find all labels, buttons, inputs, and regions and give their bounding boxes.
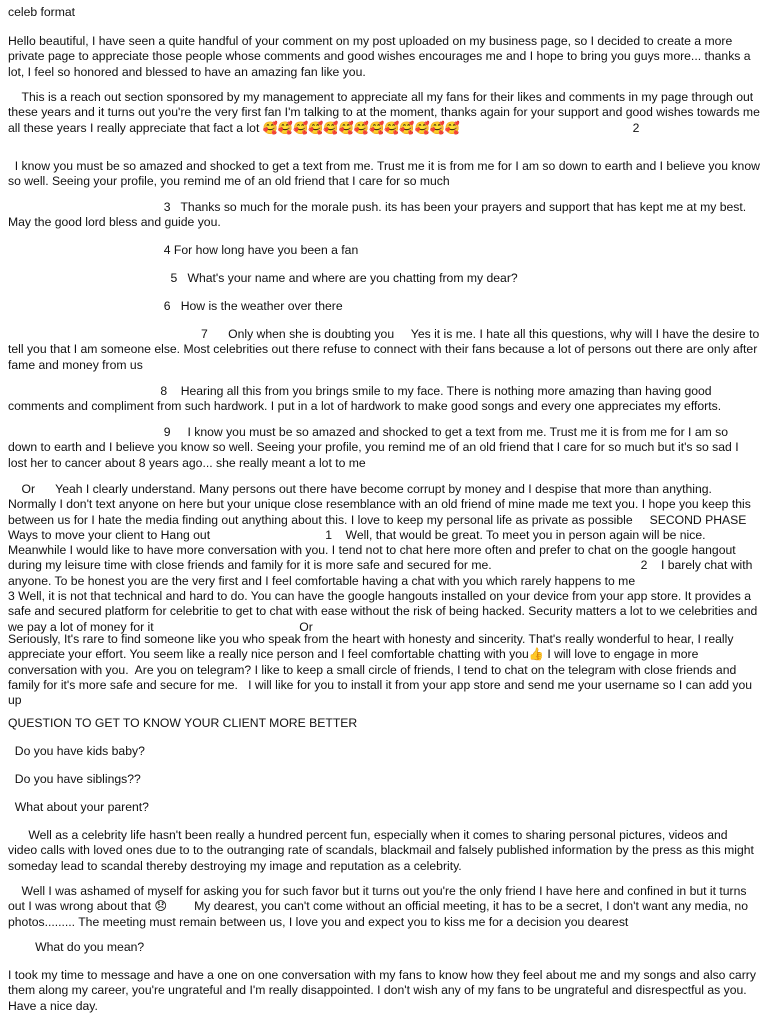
- paragraph-amazed: I know you must be so amazed and shocked to get a text from me. Trust me it is from me for I am so down to earth and I believe you know so well. Seeing your profile, you remind me of an old friend that I care for so much: [8, 159, 764, 189]
- paragraph-5-name: 5 What's your name and where are you chatting from my dear?: [8, 271, 518, 285]
- paragraph-greeting: Hello beautiful, I have seen a quite handful of your comment on my post uploaded on my business page, so I decided to create a more private page to appreciate those people whose comments and good wishes encourages me and I hope to bring you guys more... thanks a lot, I feel so honored and blessed to have an amazing fan like you.: [8, 34, 754, 79]
- paragraph-telegram: Seriously, It's rare to find someone like you who speak from the heart with honesty and sincerity. That's really wonderful to hear, I really appreciate your effort. You seem like a really nice person and I feel comfortable chatting with you👍 I will love to engage in more conversation with you. Are you on telegram? I like to keep a small circle of friends, I tend to chat on the telegram with close friends and family for it's more safe and secure for me. I will like for you to install it from your app store and send me your username so I can add you up: [8, 632, 756, 708]
- question-kids: Do you have kids baby?: [8, 744, 145, 758]
- question-siblings: Do you have siblings??: [8, 772, 141, 786]
- paragraph-8-hearing: 8 Hearing all this from you brings smile to my face. There is nothing more amazing than having good comments and compliment from such hardwork. I put in a lot of hardwork to make good songs and every one appreciates my efforts.: [8, 384, 722, 414]
- question-parent: What about your parent?: [8, 800, 149, 814]
- paragraph-3-thanks: 3 Thanks so much for the morale push. its has been your prayers and support that has kept me at my best. May the good lord bless and guide you.: [8, 200, 750, 230]
- paragraph-4-how-long: 4 For how long have you been a fan: [8, 243, 359, 257]
- paragraph-what-do-you-mean: What do you mean?: [8, 940, 145, 954]
- paragraph-6-weather: 6 How is the weather over there: [8, 299, 343, 313]
- paragraph-closing: I took my time to message and have a one on one conversation with my fans to know how they feel about me and my songs and also carry them along my career, you're ungrateful and I'm really disappointed. I don't wish any of my fans to be ungrateful and disrespectful as you. Have a nice day.: [8, 968, 760, 1013]
- paragraph-ashamed: Well I was ashamed of myself for asking you for such favor but it turns out you're the only friend I have here and confined in but it turns out I was wrong about that 😞 My dearest, you can't come without an official meeting, it has to be a secret, I don't want any media, no photos......... The meeting must remain between us, I love you and expect you to kiss me for a decision you dearest: [8, 884, 752, 929]
- paragraph-second-phase: Or Yeah I clearly understand. Many persons out there have become corrupt by money and I despise that more than anything. Normally I don't text anyone on here but your unique close resemblance with an old friend of mine made me text you. I hope you keep this between us for I hate the media finding out anything about this. I love to keep my personal life as private as possible SECOND PHASE Ways to move your client to Hang out 1 Well, that would be great. To meet you in person again will be nice. Meanwhile I would like to have more conversation with you. I tend not to chat here more often and prefer to chat on the google hangout during my leisure time with close friends and family for it is more safe and secured for me. 2 I barely chat with anyone. To be honest you are the very first and I feel comfortable having a chat with you which rarely happens to me 3 Well, it is not that technical and hard to do. You can have the google hangouts installed on your device from your app store. It provides a safe and secured platform for celebritie to get to chat with ease without the risk of being hacked. Security matters a lot to we celebrities and we pay a lot of money for it Or: [8, 482, 764, 634]
- paragraph-celebrity-life: Well as a celebrity life hasn't been really a hundred percent fun, especially when it comes to sharing personal pictures, videos and video calls with loved ones due to to the outranging rate of scandals, blackmail and falsely published information by the press as this might someday lead to scandal thereby destroying my image and reputation as a celebrity.: [8, 828, 758, 873]
- section-heading-questions: QUESTION TO GET TO KNOW YOUR CLIENT MORE BETTER: [8, 716, 358, 730]
- document-title: celeb format: [8, 5, 76, 19]
- paragraph-reach-out: This is a reach out section sponsored by my management to appreciate all my fans for their likes and comments in my page through out these years and it turns out you're the very first fan I'm talking to at the moment, thanks again for your support and good wishes towards me all these years I really appreciate that fact a lot 🥰🥰🥰🥰🥰🥰🥰🥰🥰🥰🥰🥰🥰 2: [8, 90, 764, 135]
- paragraph-9-amazed: 9 I know you must be so amazed and shocked to get a text from me. Trust me it is from me for I am so down to earth and I believe you know so well. Seeing your profile, you remind me of an old friend that I care for so much but it's so sad I lost her to cancer about 8 years ago... she really meant a lot to me: [8, 425, 742, 470]
- paragraph-7-doubting: 7 Only when she is doubting you Yes it is me. I hate all this questions, why will I have the desire to tell you that I am someone else. Most celebrities out there refuse to connect with their fans because a lot of persons out there are only after fame and money from us: [8, 327, 763, 372]
